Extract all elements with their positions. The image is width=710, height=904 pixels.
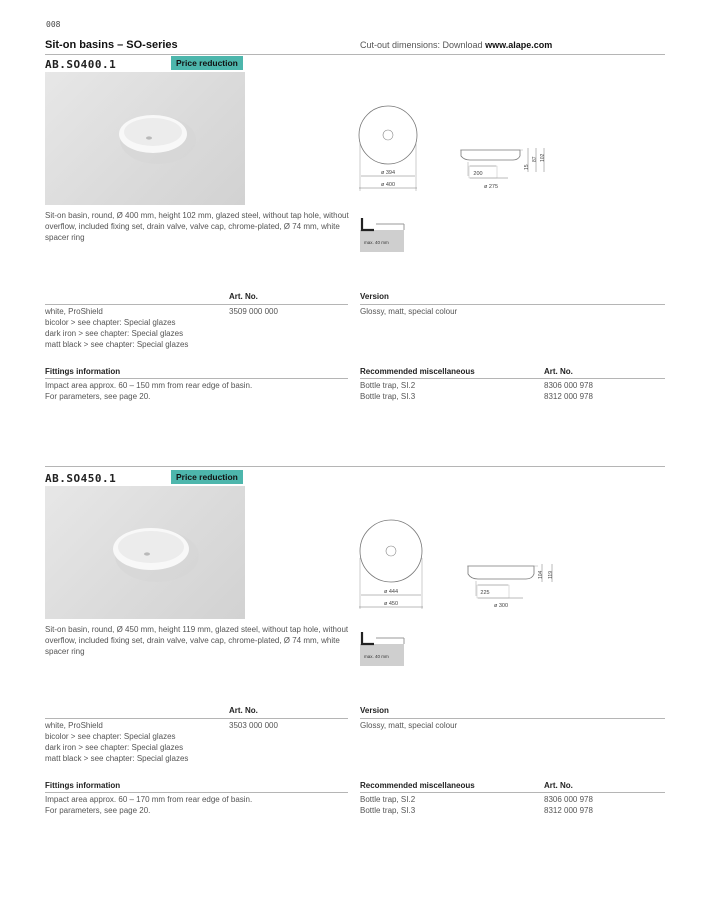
- dim-inner: ø 394: [380, 170, 396, 176]
- variant-list: [45, 306, 188, 350]
- art-no-header: Art. No.: [229, 706, 258, 715]
- variant-item: bicolor > see chapter: Special glazes: [45, 732, 176, 741]
- fittings-info: [45, 794, 252, 816]
- variant-item: dark iron > see chapter: Special glazes: [45, 329, 184, 338]
- cutout-note: [360, 40, 552, 50]
- misc-item-art: 8306 000 978: [544, 795, 593, 804]
- variant-item: white, ProShield: [45, 721, 103, 730]
- mounting-diagram: [360, 216, 408, 254]
- dim-inner: ø 444: [383, 589, 399, 595]
- section-rule: [45, 304, 348, 305]
- dim-base: ø 300: [493, 603, 509, 609]
- page-title: Sit-on basins – SO-series: [45, 39, 178, 51]
- dim-base: ø 275: [483, 184, 499, 190]
- art-no-value: 3509 000 000: [229, 307, 278, 316]
- misc-art-header: Art. No.: [544, 367, 573, 376]
- product-description: Sit-on basin, round, Ø 400 mm, height 102 mm, glazed steel, without tap hole, without overflow, included fixing set, drain valve, valve cap, chrome-plated, Ø 74 mm, white spacer ring: [45, 211, 349, 242]
- dim-h2: 87: [532, 156, 538, 162]
- mounting-diagram: [360, 630, 408, 668]
- misc-names: [360, 380, 415, 402]
- product-divider: [45, 466, 665, 467]
- variant-list: [45, 720, 188, 764]
- fittings-line: Impact area approx. 60 – 150 mm from rear edge of basin.: [45, 381, 253, 390]
- misc-item-name: Bottle trap, SI.2: [360, 795, 416, 804]
- cutout-link[interactable]: www.alape.com: [485, 40, 553, 50]
- basin-photo-image: [45, 72, 245, 205]
- dim-h3: 102: [540, 153, 546, 162]
- fittings-line: For parameters, see page 20.: [45, 392, 151, 401]
- section-rule: [360, 378, 665, 379]
- version-value: Glossy, matt, special colour: [360, 307, 458, 316]
- dim-h2: 104: [538, 570, 544, 579]
- section-rule: [360, 718, 665, 719]
- misc-item-name: Bottle trap, SI.3: [360, 392, 416, 401]
- section-rule: [45, 792, 348, 793]
- misc-item-art: 8306 000 978: [544, 381, 593, 390]
- variant-item: matt black > see chapter: Special glazes: [45, 754, 189, 763]
- misc-art-header: Art. No.: [544, 781, 573, 790]
- dim-h3: 119: [548, 571, 554, 579]
- section-rule: [45, 378, 348, 379]
- misc-names: [360, 794, 415, 816]
- mount-label: max. 40 mm: [364, 654, 389, 659]
- misc-arts: [544, 794, 593, 816]
- dim-depth: 200: [473, 171, 483, 177]
- fittings-info: [45, 380, 252, 402]
- misc-item-name: Bottle trap, SI.3: [360, 806, 416, 815]
- cutout-prefix: Cut-out dimensions: Download: [360, 40, 483, 50]
- misc-arts: [544, 380, 593, 402]
- dim-h1: 15: [524, 164, 530, 170]
- misc-item-art: 8312 000 978: [544, 806, 593, 815]
- mount-label: max. 40 mm: [364, 240, 389, 245]
- price-reduction-badge: Price reduction: [171, 56, 243, 70]
- dimension-drawing: [358, 518, 568, 610]
- variant-item: dark iron > see chapter: Special glazes: [45, 743, 184, 752]
- product-photo: [45, 486, 245, 619]
- misc-item-art: 8312 000 978: [544, 392, 593, 401]
- fittings-header: Fittings information: [45, 367, 121, 376]
- section-rule: [360, 304, 665, 305]
- version-header: Version: [360, 292, 389, 301]
- basin-photo-image: [45, 486, 245, 619]
- misc-header: Recommended miscellaneous: [360, 367, 475, 376]
- variant-item: bicolor > see chapter: Special glazes: [45, 318, 176, 327]
- fittings-line: Impact area approx. 60 – 170 mm from rear edge of basin.: [45, 795, 253, 804]
- header-rule: [45, 54, 665, 55]
- product-code: AB.SO450.1: [45, 472, 117, 485]
- version-value: Glossy, matt, special colour: [360, 721, 458, 730]
- product-description: Sit-on basin, round, Ø 450 mm, height 119 mm, glazed steel, without tap hole, without overflow, included fixing set, drain valve, valve cap, chrome-plated, Ø 74 mm, white spacer ring: [45, 625, 349, 656]
- fittings-header: Fittings information: [45, 781, 121, 790]
- dim-outer: ø 400: [380, 182, 396, 188]
- art-no-value: 3503 000 000: [229, 721, 278, 730]
- misc-header: Recommended miscellaneous: [360, 781, 475, 790]
- section-rule: [360, 792, 665, 793]
- dim-outer: ø 450: [383, 601, 399, 607]
- section-rule: [45, 718, 348, 719]
- dim-depth: 225: [480, 590, 490, 596]
- fittings-line: For parameters, see page 20.: [45, 806, 151, 815]
- dimension-drawing: [358, 100, 558, 192]
- price-reduction-badge: Price reduction: [171, 470, 243, 484]
- product-code: AB.SO400.1: [45, 58, 117, 71]
- variant-item: white, ProShield: [45, 307, 103, 316]
- version-header: Version: [360, 706, 389, 715]
- page-number: 008: [46, 20, 61, 29]
- art-no-header: Art. No.: [229, 292, 258, 301]
- variant-item: matt black > see chapter: Special glazes: [45, 340, 189, 349]
- misc-item-name: Bottle trap, SI.2: [360, 381, 416, 390]
- product-photo: [45, 72, 245, 205]
